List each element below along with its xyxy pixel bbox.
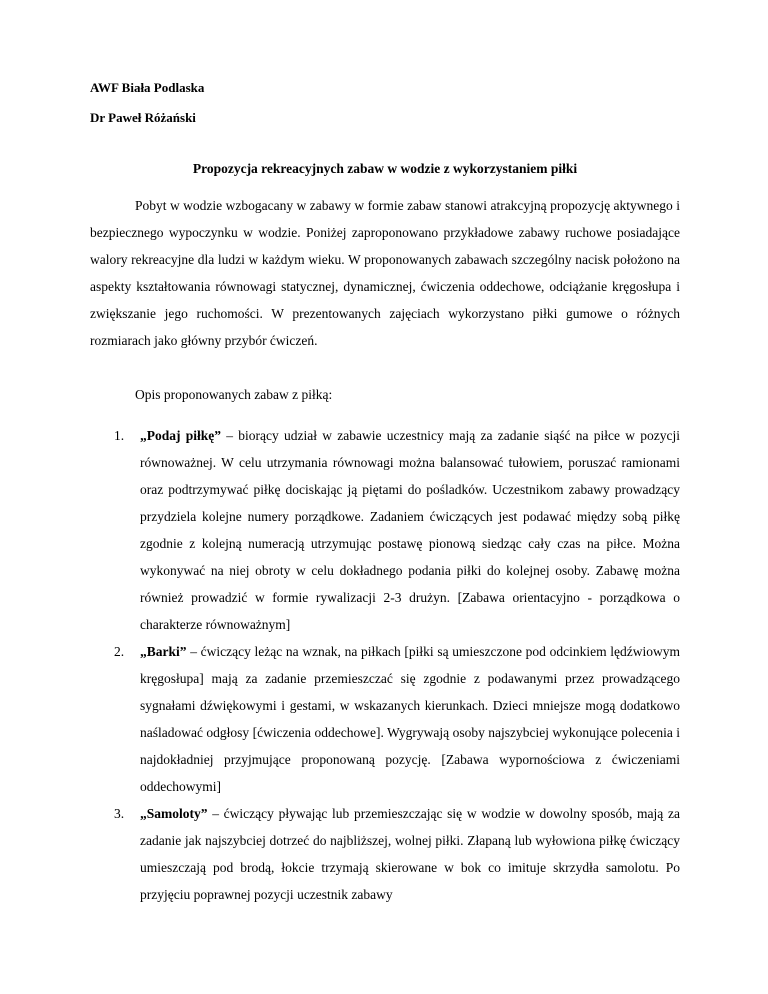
game-item-1 <box>90 422 680 638</box>
author-institution: AWF Biała Podlaska <box>90 80 205 95</box>
game-text-1: – biorący udział w zabawie uczestnicy mają za zadanie siąść na piłce w pozycji równoważnej. W celu utrzymania równowagi można balansować tułowiem, poruszać ramionami oraz podtrzymywać piłkę dociskając ją piętami do pośladków. Uczestnikom zabawy prowadzący przydziela kolejne numery porządkowe. Zadaniem ćwiczących jest podawać między sobą piłkę zgodnie z kolejną numeracją utrzymując postawę pionową siedząc cały czas na piłce. Można wykonywać na niej obroty w celu dokładnego podania piłki do kolejnej osoby. Zabawę można również prowadzić w formie rywalizacji 2-3 drużyn. [Zabawa orientacyjno - porządkowa o charakterze równoważnym] <box>140 428 680 632</box>
game-title-1: „Podaj piłkę” <box>140 428 222 443</box>
game-number-2: 2. <box>114 644 125 659</box>
game-number-3: 3. <box>114 806 125 821</box>
game-text-3: – ćwiczący pływając lub przemieszczając się w wodzie w dowolny sposób, mają za zadanie jak najszybciej dotrzeć do najbliższej, wolnej piłki. Złapaną lub wyłowiona piłkę ćwiczący umieszczają pod brodą, łokcie trzymają skierowane w bok co imituje skrzydła samolotu. Po przyjęciu poprawnej pozycji uczestnik zabawy <box>140 806 680 902</box>
game-number-1: 1. <box>114 428 125 443</box>
game-item-2 <box>90 638 680 800</box>
document-title: Propozycja rekreacyjnych zabaw w wodzie z wykorzystaniem piłki <box>192 161 578 176</box>
intro-paragraph: Pobyt w wodzie wzbogacany w zabawy w formie zabaw stanowi atrakcyjną propozycję aktywnego i bezpiecznego wypoczynku w wodzie. Poniżej zaproponowano przykładowe zabawy ruchowe posiadające walory rekreacyjne dla ludzi w każdym wieku. W proponowanych zabawach szczególny nacisk położono na aspekty kształtowania równowagi statycznej, dynamicznej, ćwiczenia oddechowe, odciążanie kręgosłupa i zwiększanie jego ruchomości. W prezentowanych zajęciach wykorzystano piłki gumowe o różnych rozmiarach jako główny przybór ćwiczeń. <box>90 198 680 348</box>
game-title-2: „Barki” <box>140 644 187 659</box>
games-list <box>90 422 680 908</box>
author-name: Dr Paweł Różański <box>90 110 196 125</box>
game-title-3: „Samoloty” <box>140 806 208 821</box>
document-header <box>90 80 680 126</box>
game-text-2: – ćwiczący leżąc na wznak, na piłkach [piłki są umieszczone pod odcinkiem lędźwiowym kręgosłupa] mają za zadanie przemieszczać się zgodnie z podawanymi przez prowadzącego sygnałami dźwiękowymi i gestami, w wskazanych kierunkach. Dzieci mniejsze mogą dodatkowo naśladować odgłosy [ćwiczenia oddechowe]. Wygrywają osoby najszybciej wykonujące polecenia i najdokładniej przyjmujące proponowaną pozycję. [Zabawa wypornościowa z ćwiczeniami oddechowymi] <box>140 644 680 794</box>
game-item-3 <box>90 800 680 908</box>
list-intro: Opis proponowanych zabaw z piłką: <box>135 387 333 402</box>
